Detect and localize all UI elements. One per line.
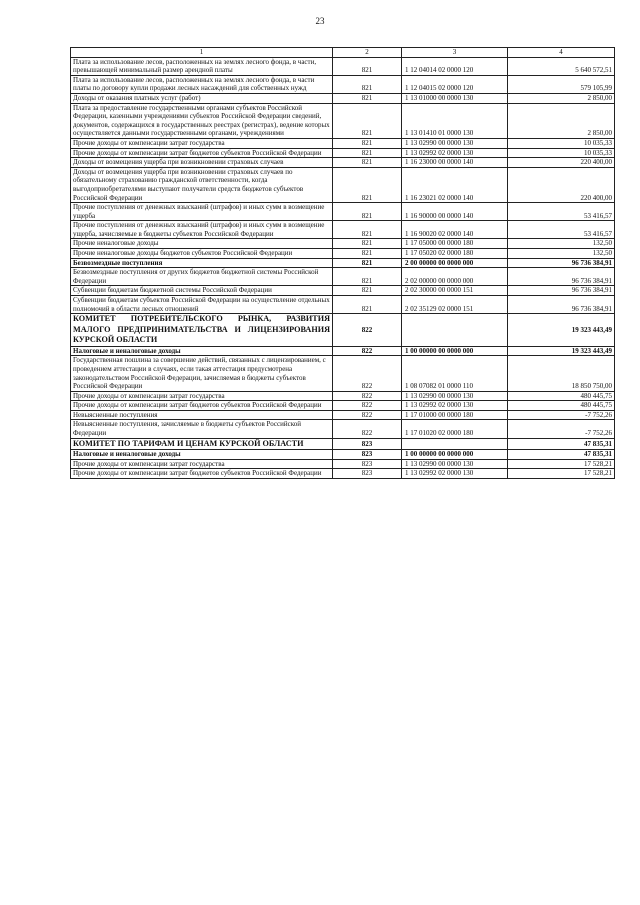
row-classification-code-cell: 1 13 01410 01 0000 130: [402, 103, 508, 138]
row-amount-cell: 10 035,33: [508, 138, 615, 148]
column-header-3: 3: [402, 48, 508, 58]
table-body: [71, 57, 615, 478]
table-row: [71, 450, 615, 460]
row-amount-cell: 18 850 750,00: [508, 356, 615, 391]
row-admin-code-cell: 821: [333, 167, 402, 202]
table-row: [71, 158, 615, 168]
row-name-cell: Безвозмездные поступления от других бюджетов бюджетной системы Российской Федерации: [71, 268, 333, 286]
row-amount-cell: 17 528,21: [508, 459, 615, 469]
table-row: [71, 296, 615, 314]
row-amount-cell: -7 752,26: [508, 410, 615, 420]
row-amount-cell: 96 736 384,91: [508, 258, 615, 268]
row-name-cell: Доходы от возмещения ущерба при возникновении страховых случаев по обязательному страхованию гражданской ответственности, когда выгодоприобретателями выступают получатели средств бюджетов субъектов Российской Федерации: [71, 167, 333, 202]
row-amount-cell: 47 835,31: [508, 450, 615, 460]
row-name-cell: Государственная пошлина за совершение действий, связанных с лицензированием, с проведением аттестации в случаях, если такая аттестация предусмотрена законодательством Российской Федерации, зачисляемая в бюджеты субъектов Российской Федерации: [71, 356, 333, 391]
row-classification-code-cell: 1 08 07082 01 0000 110: [402, 356, 508, 391]
row-name-cell: Прочие доходы от компенсации затрат государства: [71, 459, 333, 469]
row-classification-code-cell: 1 17 05000 00 0000 180: [402, 239, 508, 249]
row-classification-code-cell: 1 16 90020 02 0000 140: [402, 221, 508, 239]
row-classification-code-cell: 1 17 01020 02 0000 180: [402, 420, 508, 438]
row-admin-code-cell: 823: [333, 438, 402, 450]
row-admin-code-cell: 823: [333, 450, 402, 460]
row-admin-code-cell: 821: [333, 296, 402, 314]
table-row: [71, 167, 615, 202]
row-classification-code-cell: 1 13 02990 00 0000 130: [402, 138, 508, 148]
table-row: [71, 103, 615, 138]
row-amount-cell: 132,50: [508, 249, 615, 259]
table-row: [71, 346, 615, 356]
row-name-cell: Доходы от возмещения ущерба при возникновении страховых случаев: [71, 158, 333, 168]
row-name-cell: Прочие доходы от компенсации затрат государства: [71, 391, 333, 401]
column-header-2: 2: [333, 48, 402, 58]
row-admin-code-cell: 821: [333, 158, 402, 168]
table-row: [71, 286, 615, 296]
row-classification-code-cell: 1 16 23021 02 0000 140: [402, 167, 508, 202]
row-name-cell: Прочие неналоговые доходы: [71, 239, 333, 249]
row-admin-code-cell: 821: [333, 268, 402, 286]
row-amount-cell: 480 445,75: [508, 391, 615, 401]
row-name-cell: КОМИТЕТ ПОТРЕБИТЕЛЬСКОГО РЫНКА, РАЗВИТИЯ МАЛОГО ПРЕДПРИНИМАТЕЛЬСТВА И ЛИЦЕНЗИРОВАНИЯ КУРСКОЙ ОБЛАСТИ: [71, 314, 333, 347]
row-name-cell: Невыясненные поступления, зачисляемые в бюджеты субъектов Российской Федерации: [71, 420, 333, 438]
row-classification-code-cell: 1 12 04015 02 0000 120: [402, 75, 508, 93]
column-header-4: 4: [508, 48, 615, 58]
row-amount-cell: 480 445,75: [508, 401, 615, 411]
row-amount-cell: 220 400,00: [508, 167, 615, 202]
row-classification-code-cell: 1 13 01000 00 0000 130: [402, 93, 508, 103]
row-admin-code-cell: 823: [333, 459, 402, 469]
row-amount-cell: 47 835,31: [508, 438, 615, 450]
table-row: [71, 249, 615, 259]
row-classification-code-cell: [402, 314, 508, 347]
row-name-cell: Плата за использование лесов, расположенных на землях лесного фонда, в части платы по договору купли продажи лесных насаждений для собственных нужд: [71, 75, 333, 93]
row-classification-code-cell: 1 17 01000 00 0000 180: [402, 410, 508, 420]
table-row: [71, 75, 615, 93]
row-name-cell: Прочие доходы от компенсации затрат государства: [71, 138, 333, 148]
row-classification-code-cell: 1 00 00000 00 0000 000: [402, 346, 508, 356]
row-admin-code-cell: 822: [333, 401, 402, 411]
row-name-cell: Субвенции бюджетам субъектов Российской Федерации на осуществление отдельных полномочий в области лесных отношений: [71, 296, 333, 314]
row-admin-code-cell: 821: [333, 103, 402, 138]
column-header-1: 1: [71, 48, 333, 58]
row-name-cell: Доходы от оказания платных услуг (работ): [71, 93, 333, 103]
row-name-cell: Прочие доходы от компенсации затрат бюджетов субъектов Российской Федерации: [71, 148, 333, 158]
row-name-cell: Прочие доходы от компенсации затрат бюджетов субъектов Российской Федерации: [71, 401, 333, 411]
row-admin-code-cell: 821: [333, 239, 402, 249]
table-row: [71, 258, 615, 268]
row-name-cell: Налоговые и неналоговые доходы: [71, 450, 333, 460]
row-admin-code-cell: 821: [333, 57, 402, 75]
row-admin-code-cell: 821: [333, 249, 402, 259]
row-amount-cell: 53 416,57: [508, 203, 615, 221]
table-row: [71, 391, 615, 401]
row-admin-code-cell: 821: [333, 203, 402, 221]
page-number: 23: [315, 16, 325, 26]
row-admin-code-cell: 822: [333, 391, 402, 401]
row-classification-code-cell: 1 13 02990 00 0000 130: [402, 459, 508, 469]
row-classification-code-cell: 2 02 00000 00 0000 000: [402, 268, 508, 286]
row-classification-code-cell: 1 13 02992 02 0000 130: [402, 401, 508, 411]
revenue-table: [70, 47, 615, 479]
row-amount-cell: 132,50: [508, 239, 615, 249]
row-classification-code-cell: 1 16 90000 00 0000 140: [402, 203, 508, 221]
row-name-cell: Невыясненные поступления: [71, 410, 333, 420]
table-row: [71, 203, 615, 221]
row-admin-code-cell: 821: [333, 75, 402, 93]
row-amount-cell: 17 528,21: [508, 469, 615, 479]
row-classification-code-cell: 1 13 02990 00 0000 130: [402, 391, 508, 401]
row-classification-code-cell: 2 00 00000 00 0000 000: [402, 258, 508, 268]
row-name-cell: Безвозмездные поступления: [71, 258, 333, 268]
row-admin-code-cell: 821: [333, 286, 402, 296]
table-row: [71, 221, 615, 239]
row-admin-code-cell: 822: [333, 356, 402, 391]
row-amount-cell: 10 035,33: [508, 148, 615, 158]
row-classification-code-cell: 1 12 04014 02 0000 120: [402, 57, 508, 75]
row-admin-code-cell: 821: [333, 93, 402, 103]
table-row: [71, 469, 615, 479]
row-name-cell: Прочие неналоговые доходы бюджетов субъектов Российской Федерации: [71, 249, 333, 259]
table-row: [71, 93, 615, 103]
row-amount-cell: 53 416,57: [508, 221, 615, 239]
table-row: [71, 57, 615, 75]
table-row: [71, 148, 615, 158]
table-header-row: [71, 48, 615, 58]
row-admin-code-cell: 821: [333, 258, 402, 268]
row-admin-code-cell: 823: [333, 469, 402, 479]
row-classification-code-cell: 1 13 02992 02 0000 130: [402, 148, 508, 158]
row-amount-cell: 579 105,99: [508, 75, 615, 93]
table-row: [71, 138, 615, 148]
table-row: [71, 410, 615, 420]
row-classification-code-cell: 1 17 05020 02 0000 180: [402, 249, 508, 259]
row-classification-code-cell: [402, 438, 508, 450]
row-name-cell: Прочие поступления от денежных взысканий (штрафов) и иных сумм в возмещение ущерба, зачисляемые в бюджеты субъектов Российской Федерации: [71, 221, 333, 239]
row-amount-cell: 5 640 572,51: [508, 57, 615, 75]
table-row: [71, 438, 615, 450]
row-admin-code-cell: 821: [333, 148, 402, 158]
row-amount-cell: -7 752,26: [508, 420, 615, 438]
row-amount-cell: 96 736 384,91: [508, 296, 615, 314]
row-amount-cell: 96 736 384,91: [508, 268, 615, 286]
row-classification-code-cell: 1 00 00000 00 0000 000: [402, 450, 508, 460]
table-row: [71, 459, 615, 469]
table-row: [71, 420, 615, 438]
row-name-cell: Плата за предоставление государственными органами субъектов Российской Федерации, казенными учреждениями субъектов Российской Федерации сведений, документов, содержащихся в государственных реестрах (регистрах), ведение которых осуществляется данными государственными органами, учреждениями: [71, 103, 333, 138]
row-admin-code-cell: 821: [333, 221, 402, 239]
table-row: [71, 401, 615, 411]
table-row: [71, 356, 615, 391]
row-classification-code-cell: 2 02 30000 00 0000 151: [402, 286, 508, 296]
row-amount-cell: 19 323 443,49: [508, 346, 615, 356]
row-amount-cell: 2 850,00: [508, 103, 615, 138]
row-name-cell: Прочие поступления от денежных взысканий (штрафов) и иных сумм в возмещение ущерба: [71, 203, 333, 221]
row-amount-cell: 19 323 443,49: [508, 314, 615, 347]
row-classification-code-cell: 2 02 35129 02 0000 151: [402, 296, 508, 314]
row-amount-cell: 96 736 384,91: [508, 286, 615, 296]
row-name-cell: КОМИТЕТ ПО ТАРИФАМ И ЦЕНАМ КУРСКОЙ ОБЛАСТИ: [71, 438, 333, 450]
row-admin-code-cell: 821: [333, 138, 402, 148]
row-name-cell: Плата за использование лесов, расположенных на землях лесного фонда, в части, превышающей минимальный размер арендной платы: [71, 57, 333, 75]
table-row: [71, 239, 615, 249]
row-admin-code-cell: 822: [333, 420, 402, 438]
row-name-cell: Налоговые и неналоговые доходы: [71, 346, 333, 356]
row-classification-code-cell: 1 13 02992 02 0000 130: [402, 469, 508, 479]
row-amount-cell: 220 400,00: [508, 158, 615, 168]
table-row: [71, 314, 615, 347]
row-admin-code-cell: 822: [333, 410, 402, 420]
table-row: [71, 268, 615, 286]
row-name-cell: Прочие доходы от компенсации затрат бюджетов субъектов Российской Федерации: [71, 469, 333, 479]
row-classification-code-cell: 1 16 23000 00 0000 140: [402, 158, 508, 168]
row-admin-code-cell: 822: [333, 346, 402, 356]
row-admin-code-cell: 822: [333, 314, 402, 347]
row-name-cell: Субвенции бюджетам бюджетной системы Российской Федерации: [71, 286, 333, 296]
row-amount-cell: 2 850,00: [508, 93, 615, 103]
